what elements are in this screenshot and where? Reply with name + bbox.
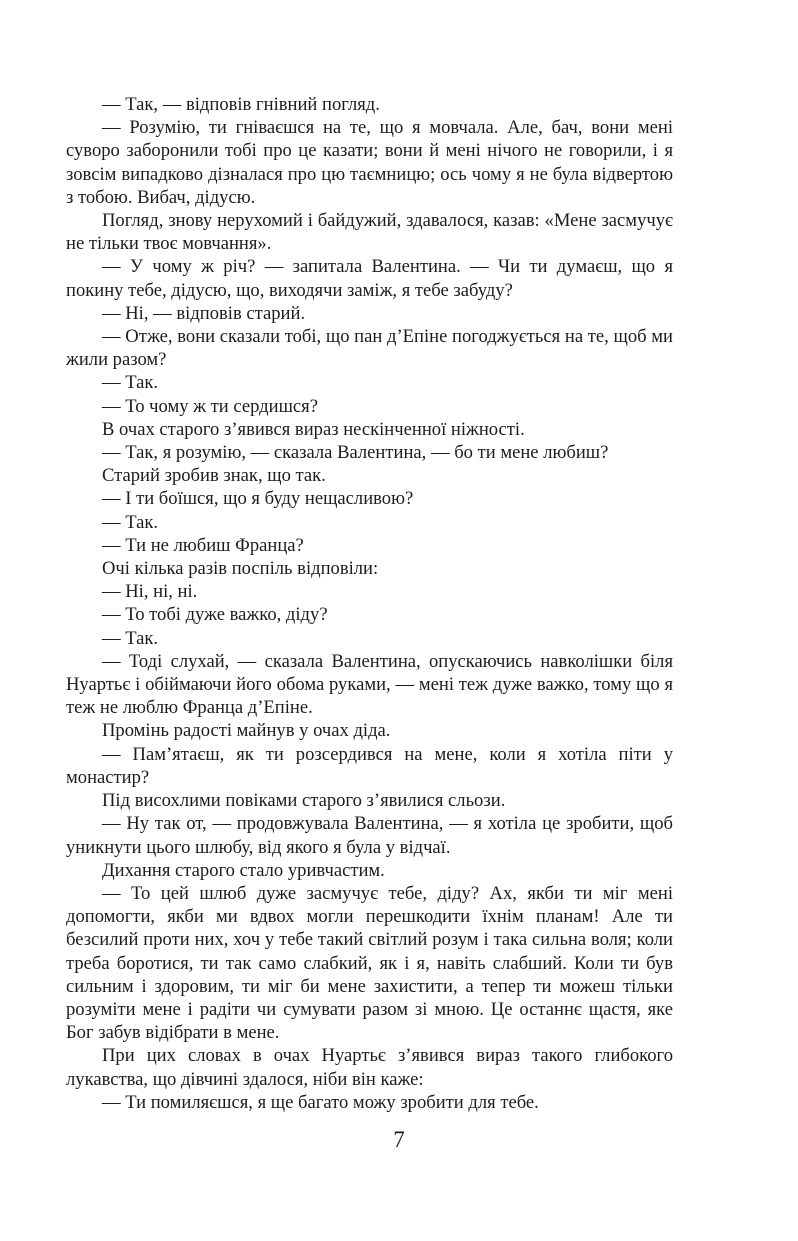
paragraph: — Розумію, ти гніваєшся на те, що я мовчала. Але, бач, вони мені суворо заборонили тобі про це казати; вони й мені нічого не говорили, і я зовсім випадково дізналася про цю таємницю; ось чому я не була відвертою з тобою. Вибач, дідусю.: [66, 117, 673, 208]
paragraph: — Ну так от, — продовжувала Валентина, — я хотіла це зробити, щоб уникнути цього шлюбу, від якого я була у відчаї.: [66, 813, 673, 858]
paragraph: При цих словах в очах Нуартьє з’явився вираз такого глибокого лукавства, що дівчині здалося, ніби він каже:: [66, 1045, 673, 1090]
paragraph: — То тобі дуже важко, діду?: [102, 604, 328, 626]
paragraph: — То цей шлюб дуже засмучує тебе, діду? Ах, якби ти міг мені допомогти, якби ми вдвох могли перешкодити їхнім планам! Але ти безсилий проти них, хоч у тебе такий світлий розум і така сильна воля; коли треба боротися, ти так само слабкий, як і я, навіть слабший. Коли ти був сильним і здоровим, ти міг би мене захистити, а тепер ти можеш тільки розуміти мене і радіти чи сумувати разом зі мною. Це останнє щастя, яке Бог забув відібрати в мене.: [66, 882, 673, 1044]
paragraph: — Тоді слухай, — сказала Валентина, опускаючись навколішки біля Нуартьє і обіймаючи його обома руками, — мені теж дуже важко, тому що я теж не люблю Франца д’Епіне.: [66, 650, 673, 719]
paragraph: — То чому ж ти сердишся?: [102, 395, 318, 417]
paragraph: Погляд, знову нерухомий і байдужий, здавалося, казав: «Мене засмучує не тільки твоє мовчання».: [66, 210, 673, 255]
paragraph: — Ти помиляєшся, я ще багато можу зробити для тебе.: [102, 1091, 539, 1113]
page-number: 7: [393, 1127, 405, 1152]
paragraph: Під висохлими повіками старого з’явилися сльози.: [102, 790, 506, 812]
paragraph: Дихання старого стало уривчастим.: [102, 859, 385, 881]
paragraph: В очах старого з’явився вираз нескінченної ніжності.: [102, 418, 525, 440]
paragraph: Промінь радості майнув у очах діда.: [102, 720, 391, 742]
paragraph: — Пам’ятаєш, як ти розсердився на мене, коли я хотіла піти у монастир?: [66, 743, 673, 788]
page-text: [66, 93, 673, 1114]
paragraph: — І ти боїшся, що я буду нещасливою?: [102, 488, 414, 510]
paragraph: — Так.: [102, 627, 159, 649]
paragraph: — У чому ж річ? — запитала Валентина. — Чи ти думаєш, що я покину тебе, дідусю, що, виходячи заміж, я тебе забуду?: [66, 256, 673, 301]
paragraph: — Так.: [102, 511, 159, 533]
paragraph: — Так, я розумію, — сказала Валентина, — бо ти мене любиш?: [102, 442, 609, 464]
paragraph: — Ні, — відповів старий.: [102, 302, 306, 324]
paragraph: — Ти не любиш Франца?: [102, 534, 304, 556]
paragraph: — Отже, вони сказали тобі, що пан д’Епіне погоджується на те, щоб ми жили разом?: [66, 326, 673, 371]
paragraph: Старий зробив знак, що так.: [102, 465, 326, 487]
paragraph: — Так.: [102, 372, 159, 394]
paragraph: — Ні, ні, ні.: [102, 581, 198, 603]
paragraph: Очі кілька разів поспіль відповіли:: [102, 558, 379, 580]
paragraph: — Так, — відповів гнівний погляд.: [102, 94, 380, 115]
